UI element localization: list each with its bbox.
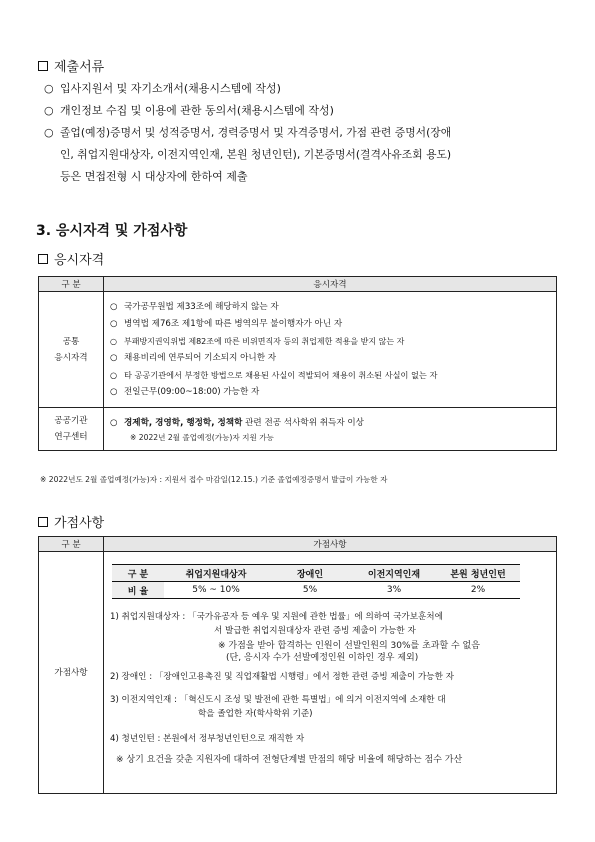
docs-heading: 제출서류 bbox=[38, 56, 104, 75]
checkbox-icon bbox=[38, 517, 48, 527]
circle-bullet-icon: ○ bbox=[110, 386, 118, 397]
ratio-cell: 3% bbox=[352, 582, 436, 599]
list-item: ○ 병역법 제76조 제1항에 따른 병역의무 불이행자가 아닌 자 bbox=[104, 316, 556, 333]
col-header: 구 분 bbox=[39, 277, 104, 292]
list-item: ○ 전일근무(09:00~18:00) 가능한 자 bbox=[104, 384, 556, 401]
circle-bullet-icon: ○ bbox=[110, 418, 118, 428]
ratio-header: 이전지역인재 bbox=[352, 565, 436, 582]
qual-center-cell bbox=[104, 408, 557, 451]
ratio-cell: 2% bbox=[436, 582, 520, 599]
qual-table bbox=[38, 276, 557, 451]
section-title: 3. 응시자격 및 가점사항 bbox=[36, 223, 188, 239]
bonus-item: 서 발급한 취업지원대상자 관련 증빙 제출이 가능한 자 bbox=[214, 626, 416, 636]
row-label: 공통 응시자격 bbox=[39, 292, 104, 408]
list-item: ○ 채용비리에 연루되어 기소되지 아니한 자 bbox=[104, 350, 556, 367]
ratio-table bbox=[112, 564, 520, 599]
row-label: 가점사항 bbox=[39, 552, 104, 794]
list-item: ○ 부패방지권익위법 제82조에 따른 비위면직자 등의 취업제한 적용을 받지 않는 자 bbox=[104, 333, 556, 350]
ratio-header: 취업지원대상자 bbox=[164, 565, 268, 582]
col-header: 가점사항 bbox=[104, 537, 557, 552]
circle-bullet-icon: ○ bbox=[44, 104, 54, 117]
bonus-item: 1) 취업지원대상자 : 「국가유공자 등 예우 및 지원에 관한 법률」에 의하여 국가보훈처에 bbox=[110, 612, 443, 622]
list-item: ○ 입사지원서 및 자기소개서(채용시스템에 작성) bbox=[44, 78, 451, 100]
circle-bullet-icon: ○ bbox=[110, 369, 118, 380]
list-item-cont: 인, 취업지원대상자, 이전지역인재, 본원 청년인턴), 기본증명서(결격사유조회 용도) bbox=[60, 148, 452, 161]
note: ※ 상기 요건을 갖춘 지원자에 대하여 전형단계별 만점의 해당 비율에 해당하는 점수 가산 bbox=[116, 755, 463, 765]
ratio-header: 장애인 bbox=[268, 565, 352, 582]
qual-common-list bbox=[104, 292, 557, 408]
bonus-item: 3) 이전지역인재 : 「혁신도시 조성 및 발전에 관한 특별법」에 의거 이전지역에 소재한 대 bbox=[110, 695, 446, 705]
list-item: ○ 졸업(예정)증명서 및 성적증명서, 경력증명서 및 자격증명서, 가점 관련 증명서(장애 bbox=[44, 122, 451, 144]
docs-list bbox=[44, 78, 451, 188]
ratio-cell: 5% bbox=[268, 582, 352, 599]
list-item-cont: 등은 면접전형 시 대상자에 한하여 제출 bbox=[60, 170, 248, 183]
ratio-cell: 5% ~ 10% bbox=[164, 582, 268, 599]
checkbox-icon bbox=[38, 61, 48, 71]
note: ※ 2022년 2월 졸업예정(가능)자 지원 가능 bbox=[130, 433, 274, 442]
ratio-header: 구 분 bbox=[112, 565, 164, 582]
list-item: ○ 경제학, 경영학, 행정학, 정책학 관련 전공 석사학위 취득자 이상 bbox=[104, 415, 556, 432]
bonus-cell bbox=[104, 552, 557, 794]
circle-bullet-icon: ○ bbox=[110, 336, 117, 346]
circle-bullet-icon: ○ bbox=[110, 318, 118, 329]
circle-bullet-icon: ○ bbox=[110, 352, 118, 363]
circle-bullet-icon: ○ bbox=[44, 82, 54, 95]
row-label: 공공기관 연구센터 bbox=[39, 408, 104, 451]
list-item: ○ 타 공공기관에서 부정한 방법으로 채용된 사실이 적발되어 채용이 취소된 사실이 없는 자 bbox=[104, 367, 556, 384]
col-header: 구 분 bbox=[39, 537, 104, 552]
footnote: ※ 2022년도 2월 졸업예정(가능)자 : 지원서 접수 마감일(12.15.) 기준 졸업예정증명서 발급이 가능한 자 bbox=[40, 475, 388, 484]
ratio-cell: 비 율 bbox=[112, 582, 164, 599]
ratio-header: 본원 청년인턴 bbox=[436, 565, 520, 582]
checkbox-icon bbox=[38, 254, 48, 264]
note: ※ 가점을 받아 합격하는 인원이 선발인원의 30%를 초과할 수 없음 bbox=[218, 641, 480, 651]
bonus-item: 2) 장애인 : 「장애인고용촉진 및 직업재활법 시행령」에서 정한 관련 증빙 제출이 가능한 자 bbox=[110, 672, 454, 682]
bonus-item: 4) 청년인턴 : 본원에서 정부청년인턴으로 재직한 자 bbox=[110, 734, 305, 744]
note: (단, 응시자 수가 선발예정인원 이하인 경우 제외) bbox=[226, 653, 419, 663]
qual-heading: 응시자격 bbox=[38, 249, 104, 268]
list-item: ○ 국가공무원법 제33조에 해당하지 않는 자 bbox=[104, 299, 556, 316]
circle-bullet-icon: ○ bbox=[44, 126, 54, 139]
col-header: 응시자격 bbox=[104, 277, 557, 292]
circle-bullet-icon: ○ bbox=[110, 301, 118, 312]
list-item: ○ 개인정보 수집 및 이용에 관한 동의서(채용시스템에 작성) bbox=[44, 100, 451, 122]
bonus-item: 학을 졸업한 자(학사학위 기준) bbox=[198, 709, 313, 719]
bonus-heading: 가점사항 bbox=[38, 512, 104, 531]
bonus-table bbox=[38, 536, 557, 794]
